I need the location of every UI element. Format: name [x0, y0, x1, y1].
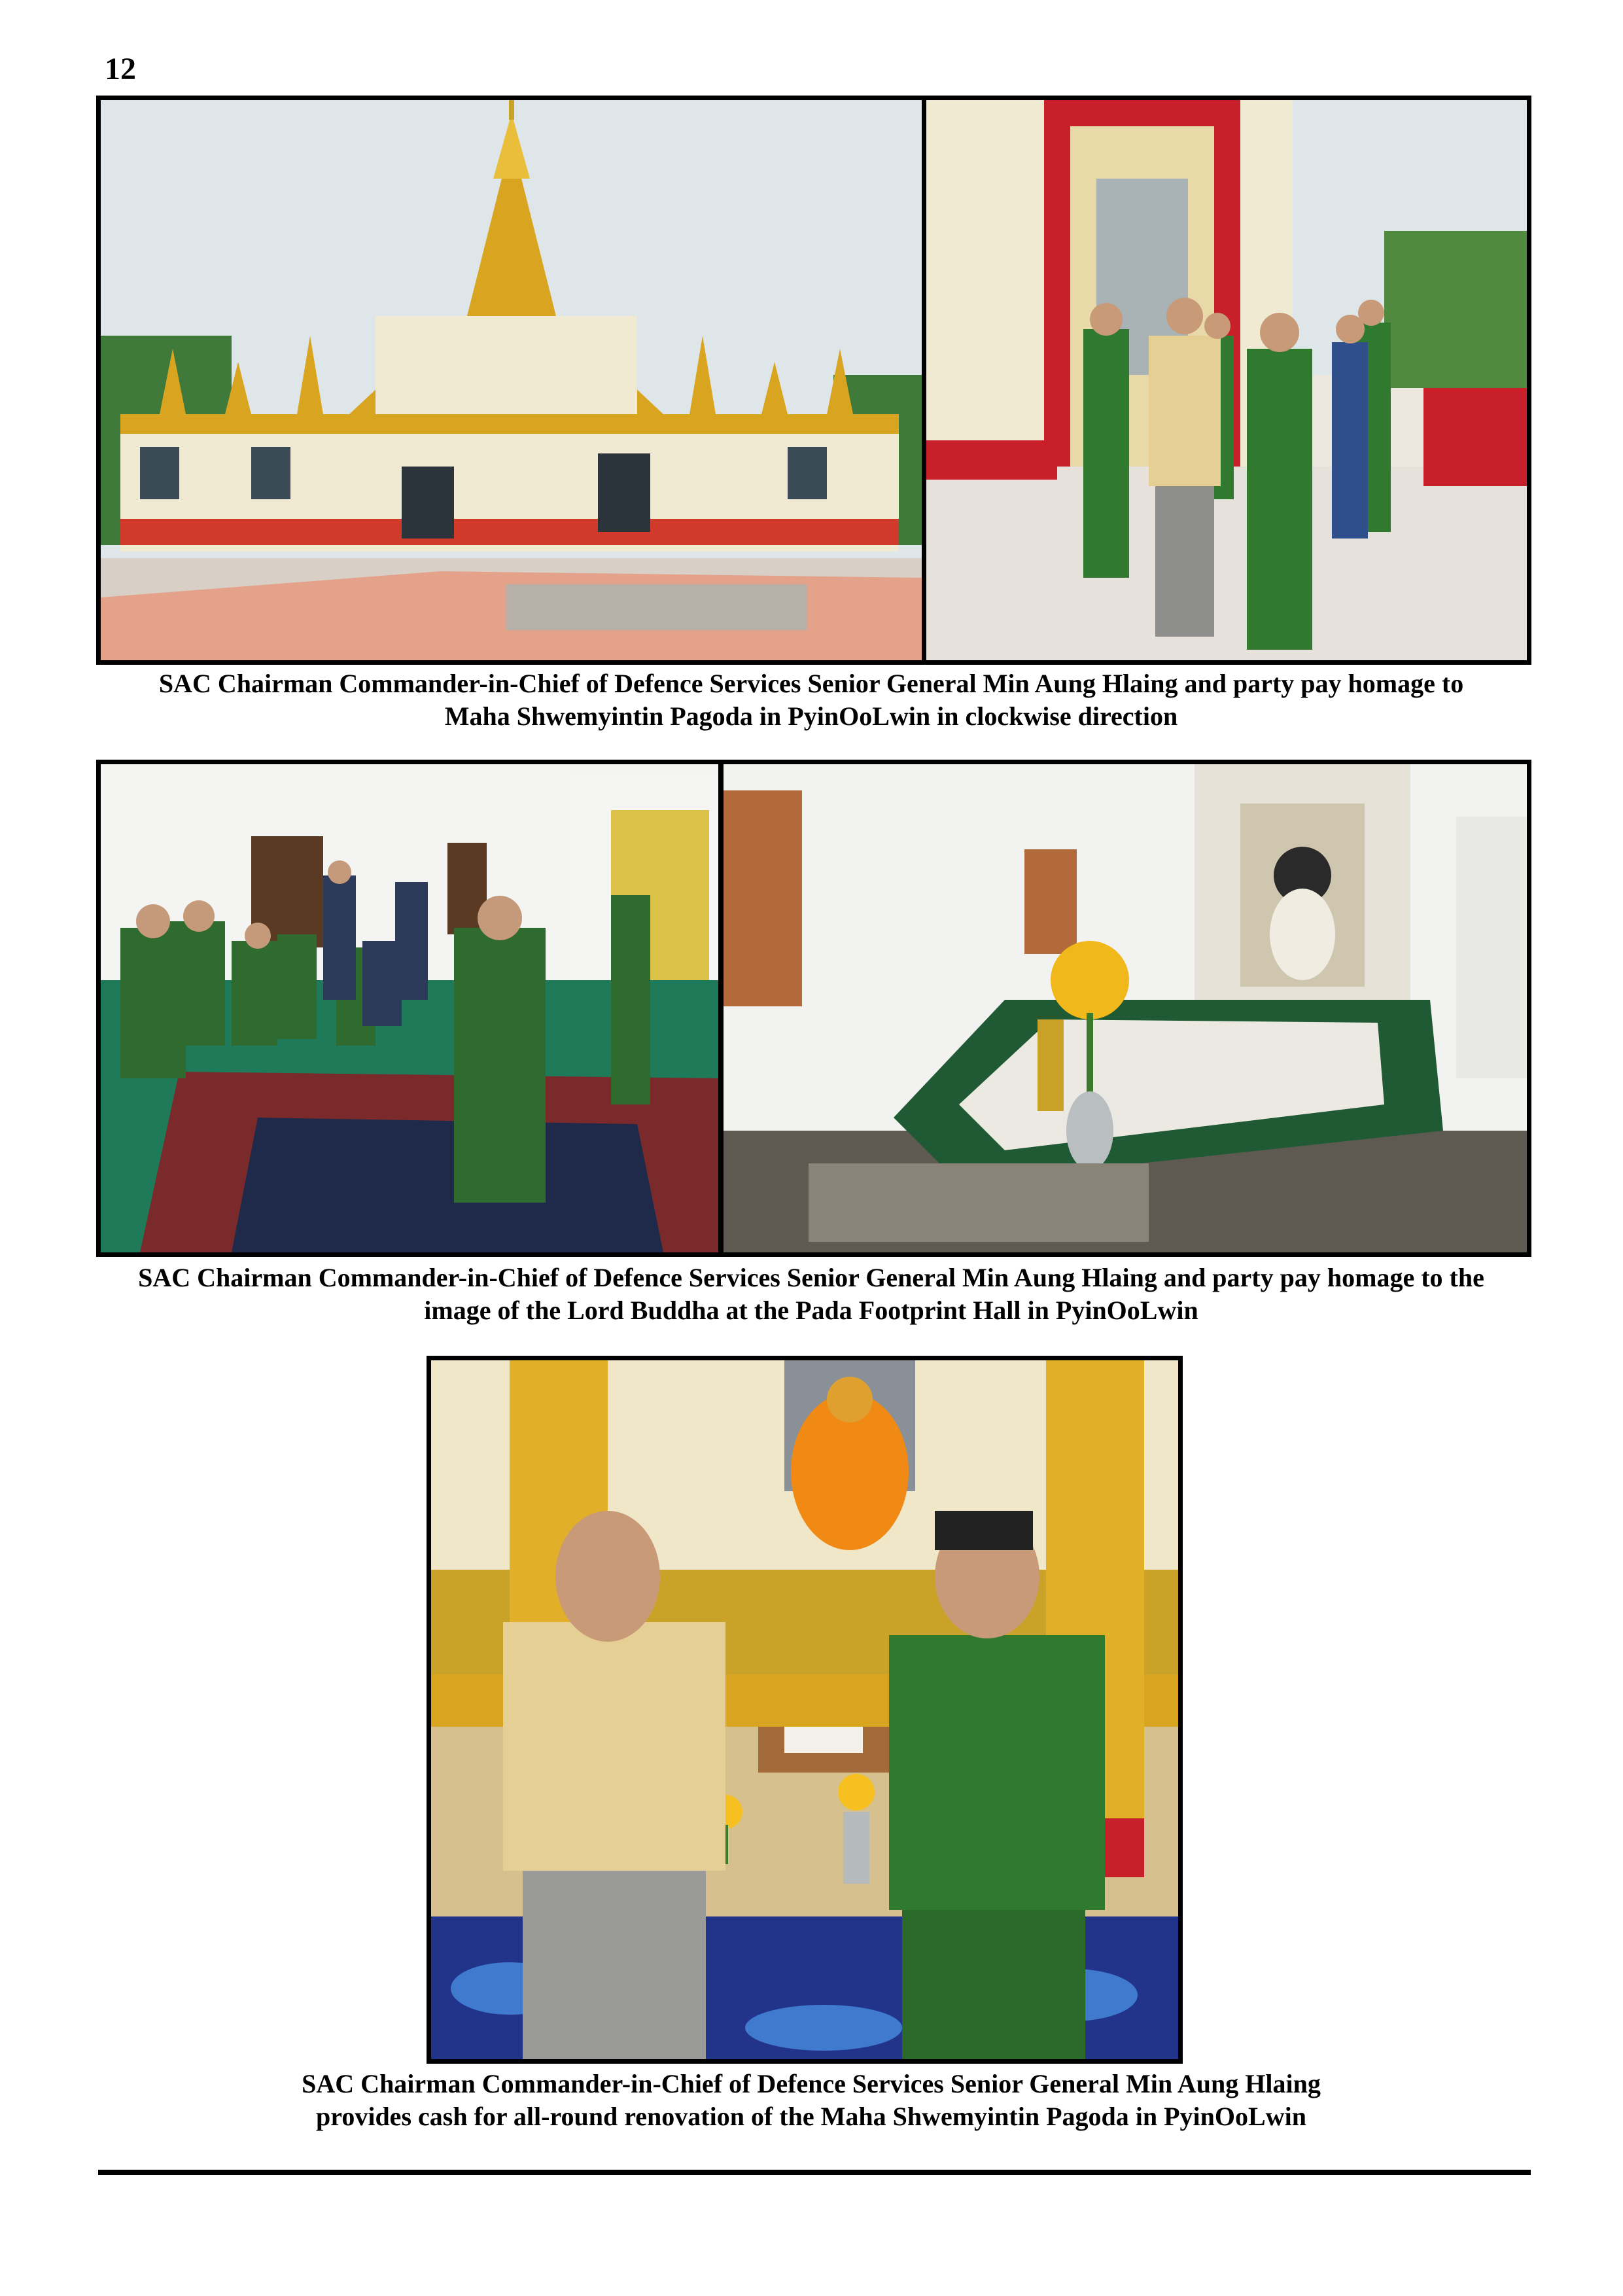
- cash-donation-photo: [431, 1360, 1178, 2059]
- footer-rule: [98, 2170, 1531, 2175]
- photo-row-1: [96, 96, 1531, 665]
- page-number: 12: [105, 52, 136, 86]
- caption-second-line2: image of the Lord Buddha at the Pada Footprint Hall in PyinOoLwin: [424, 1296, 1198, 1325]
- caption-third-line2: provides cash for all-round renovation of the Maha Shwemyintin Pagoda in PyinOoLwin: [316, 2102, 1306, 2131]
- caption-first: [92, 667, 1531, 733]
- caption-first-line2: Maha Shwemyintin Pagoda in PyinOoLwin in clockwise direction: [444, 701, 1178, 731]
- officials-walking-photo: [926, 100, 1527, 660]
- caption-first-line1: SAC Chairman Commander-in-Chief of Defence Services Senior General Min Aung Hlaing and party pay homage to: [158, 669, 1464, 698]
- pagoda-exterior-photo: [101, 100, 922, 660]
- photo-row-3: [427, 1356, 1183, 2064]
- caption-second: [92, 1262, 1531, 1327]
- photo-row-2: [96, 760, 1531, 1257]
- caption-third: [92, 2068, 1531, 2133]
- caption-second-line1: SAC Chairman Commander-in-Chief of Defence Services Senior General Min Aung Hlaing and party pay homage to the: [138, 1263, 1484, 1292]
- caption-third-line1: SAC Chairman Commander-in-Chief of Defence Services Senior General Min Aung Hlaing: [302, 2069, 1321, 2098]
- footprint-hall-photo: [724, 764, 1527, 1252]
- kneeling-homage-photo: [101, 764, 718, 1252]
